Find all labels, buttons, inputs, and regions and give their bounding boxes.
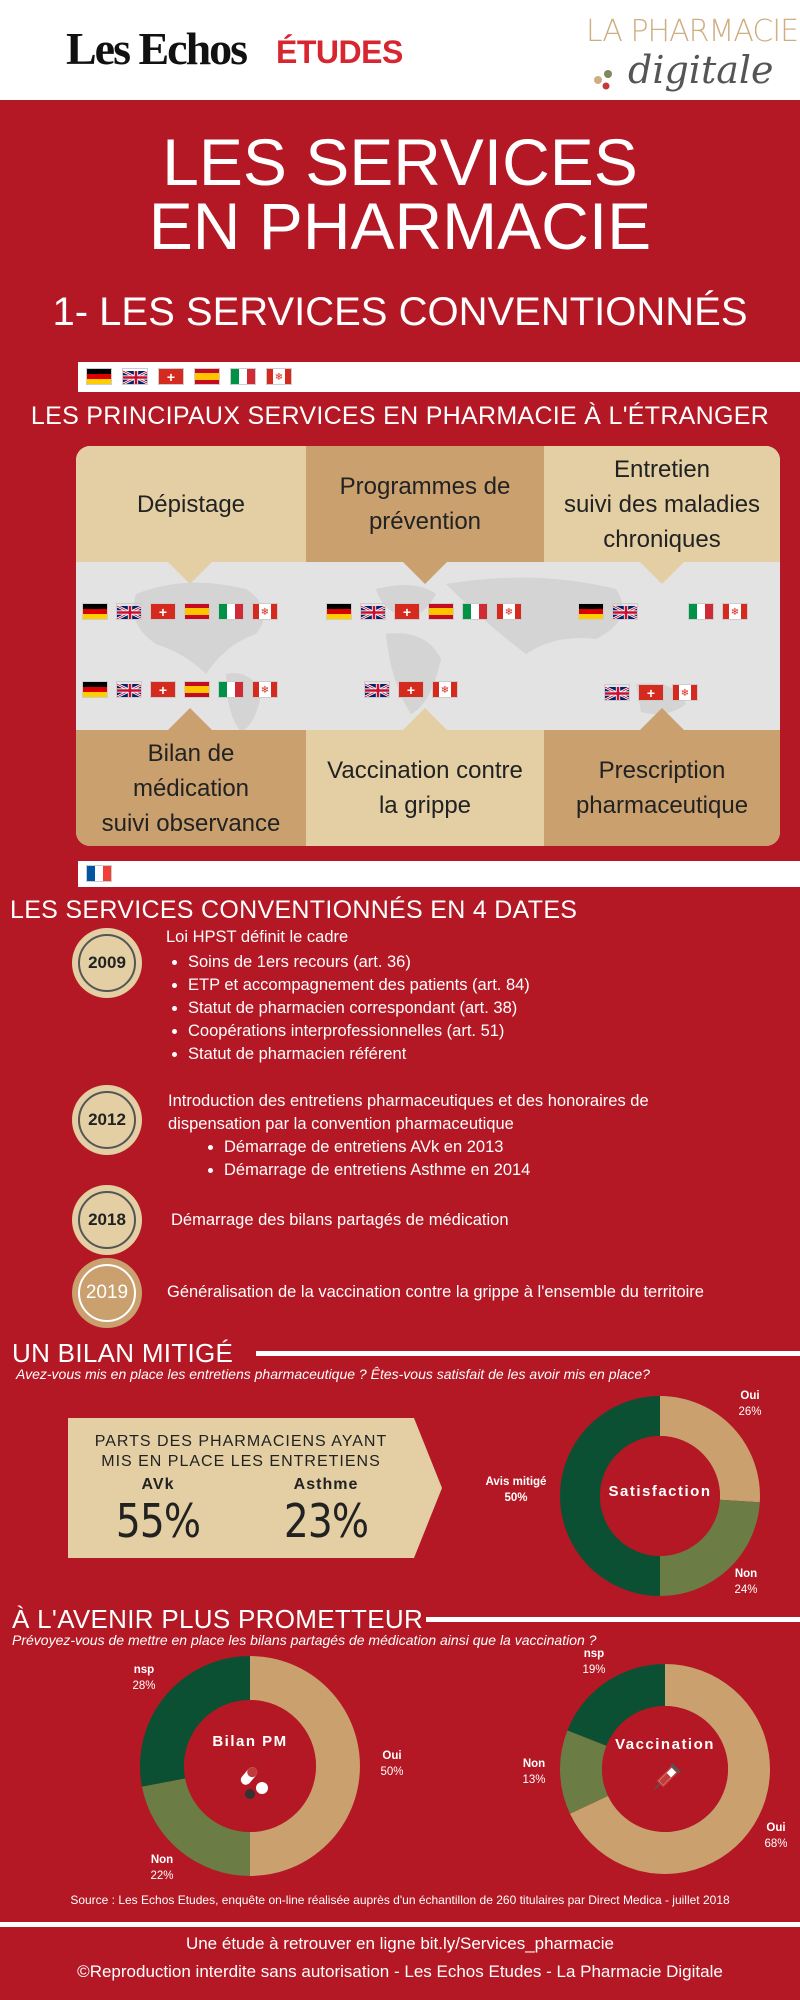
pharmacie-digitale-logo-line1: LA PHARMACIE [586,14,799,49]
prescription-label-2: pharmaceutique [575,792,749,819]
parts-title-line1: PARTS DES PHARMACIENS AYANT [94,1433,388,1450]
year-2012: 2012 [78,1091,136,1149]
parts-arrow [414,1418,442,1558]
switzerland-flag-icon: + [150,681,176,698]
abroad-services-title: LES PRINCIPAUX SERVICES EN PHARMACIE À L'ÉTRANGER [30,402,770,430]
germany-flag-icon [326,603,352,620]
flags-vaccination [364,681,458,698]
canada-flag-icon: ❄ [266,368,292,385]
prevention-label-2: prévention [368,508,482,535]
bilan-question: Avez-vous mis en place les entretiens pharmaceutique ? Êtes-vous satisfait de les avoir mis en place? [16,1366,650,1382]
canada-flag-icon: ❄ [672,684,698,701]
date-2009-intro: Loi HPST définit le cadre [166,928,349,946]
switzerland-flag-icon: + [638,684,664,701]
year-2009: 2009 [78,934,136,992]
slice-label: nsp [133,1664,155,1676]
bilan-label-oui [372,1748,412,1780]
pointer-entretien [640,562,684,584]
italy-flag-icon [218,681,244,698]
bilan-label-nsp [124,1662,164,1694]
list-item: • Soins de 1ers recours (art. 36) [188,951,530,974]
slice-value: 26% [738,1406,762,1418]
pointer-vaccination [403,708,447,730]
service-vaccination [306,730,544,846]
switzerland-flag-icon: + [158,368,184,385]
service-prescription [544,730,780,846]
slice-value: 19% [582,1664,606,1676]
canada-flag-icon: ❄ [252,681,278,698]
date-2009-text [166,926,530,1066]
uk-flag-icon [612,603,638,620]
pointer-depistage [168,562,212,584]
footer-copyright: ©Reproduction interdite sans autorisation - Les Echos Etudes - La Pharmacie Digitale [77,1962,723,1981]
slice-value: 22% [150,1870,174,1882]
italy-flag-icon [688,603,714,620]
spain-flag-icon [194,368,220,385]
uk-flag-icon [122,368,148,385]
avenir-title: À L'AVENIR PLUS PROMETTEUR [12,1604,424,1634]
main-title-line2: EN PHARMACIE [148,189,652,263]
italy-flag-icon [230,368,256,385]
slice-label: Oui [740,1390,760,1402]
pharmacie-digitale-logo-line2: digitale [628,48,774,92]
slice-label: Non [734,1568,758,1580]
spain-flag-icon [184,603,210,620]
flags-row-all [86,368,292,385]
pointer-prescription [640,708,684,730]
flags-prescription [604,684,698,701]
year-badge-2018 [72,1185,142,1255]
year-badge-2009 [72,928,142,998]
satisfaction-label-mitige [478,1474,554,1506]
date-2012-text [168,1090,728,1182]
vaccination-label-oui [756,1820,796,1852]
entretien-label-3: chroniques [603,525,721,553]
year-badge-2019 [72,1258,142,1328]
slice-label: Non [522,1758,546,1770]
main-title [0,125,800,263]
uk-flag-icon [116,681,142,698]
flags-entretien [578,603,748,620]
switzerland-flag-icon: + [394,603,420,620]
list-item: • Statut de pharmacien référent [188,1043,530,1066]
france-bar [78,861,800,887]
prevention-label-1: Programmes de [339,473,511,500]
service-bilan-medication [76,730,306,846]
parts-box [68,1418,414,1558]
date-2009-list [166,951,530,1066]
footer-divider [0,1922,800,1927]
flags-france [86,865,112,882]
list-item: • Démarrage de entretiens Asthme en 2014 [224,1159,728,1182]
slice-label: Oui [766,1822,786,1834]
date-2019-text: Généralisation de la vaccination contre la grippe à l'ensemble du territoire [167,1283,704,1301]
germany-flag-icon [82,603,108,620]
canada-flag-icon: ❄ [496,603,522,620]
donut-title: Satisfaction [608,1483,712,1500]
bilan-title: UN BILAN MITIGÉ [12,1338,234,1368]
date-2018-text: Démarrage des bilans partagés de médication [171,1211,509,1229]
france-flag-icon [86,865,112,882]
uk-flag-icon [116,603,142,620]
service-prevention [306,446,544,562]
switzerland-flag-icon: + [150,603,176,620]
header [0,0,800,100]
footer-link-line[interactable]: Une étude à retrouver en ligne bit.ly/Services_pharmacie [185,1934,615,1953]
vaccination-label-non [514,1756,554,1788]
italy-flag-icon [218,603,244,620]
spain-flag-icon [184,681,210,698]
asthme-label: Asthme [293,1476,359,1493]
bilan-label-2: médication [132,774,250,802]
pills-icon [234,1762,274,1802]
section1-title: 1- LES SERVICES CONVENTIONNÉS [52,290,748,334]
uk-flag-icon [364,681,390,698]
vaccination-label-1: Vaccination contre [327,757,523,784]
dates-title: LES SERVICES CONVENTIONNÉS EN 4 DATES [10,896,578,924]
asthme-value: 23% [283,1494,369,1548]
main-title-line1: LES SERVICES [162,125,638,199]
parts-title [68,1432,414,1472]
depistage-label: Dépistage [136,490,246,518]
vaccination-label-2: la grippe [378,792,472,819]
entretien-label-1: Entretien [613,455,711,483]
vaccination-label-nsp [574,1646,614,1678]
slice-label: Non [150,1854,174,1866]
list-item: • Coopérations interprofessionnelles (art. 51) [188,1020,530,1043]
list-item: • Démarrage de entretiens AVk en 2013 [224,1136,728,1159]
flags-prevention [326,603,522,620]
germany-flag-icon [86,368,112,385]
uk-flag-icon [604,684,630,701]
date-2012-list [168,1136,728,1182]
bilan-label-1: Bilan de [147,739,235,767]
service-entretien [544,446,780,562]
slice-label: nsp [583,1648,605,1660]
satisfaction-label-oui [720,1388,780,1420]
slice-value: 13% [522,1774,546,1786]
flags-bilan [82,681,278,698]
parts-title-line2: MIS EN PLACE LES ENTRETIENS [101,1453,381,1470]
switzerland-flag-icon: + [398,681,424,698]
pointer-prevention [403,562,447,584]
prescription-label-1: Prescription [598,757,726,784]
bilan-label-3: suivi observance [101,809,281,837]
germany-flag-icon [578,603,604,620]
slice-value: 50% [380,1766,404,1778]
avk-value: 55% [115,1494,201,1548]
slice-value: 68% [764,1838,788,1850]
date-2012-intro: Introduction des entretiens pharmaceutiques et des honoraires de dispensation par la convention pharmaceutique [168,1092,649,1133]
source-note: Source : Les Echos Etudes, enquête on-line réalisée auprès d'un échantillon de 260 titulaires par Direct Medica - juillet 2018 [70,1893,730,1907]
list-item: • Statut de pharmacien correspondant (art. 38) [188,997,530,1020]
year-2019: 2019 [78,1264,136,1322]
germany-flag-icon [82,681,108,698]
donut-title: Bilan PM [212,1733,288,1750]
list-item: • ETP et accompagnement des patients (art. 84) [188,974,530,997]
satisfaction-label-non [716,1566,776,1598]
les-echos-logo: Les Echos [66,23,247,74]
year-badge-2012 [72,1085,142,1155]
service-depistage [76,446,306,562]
slice-label: Avis mitigé [485,1476,547,1488]
pills-logo-icon [590,62,626,92]
canada-flag-icon: ❄ [252,603,278,620]
etudes-logo-text: ÉTUDES [276,34,403,70]
bilan-label-non [142,1852,182,1884]
uk-flag-icon [360,603,386,620]
donut-title: Vaccination [615,1736,715,1753]
year-2018: 2018 [78,1191,136,1249]
pointer-bilan [168,708,212,730]
bilan-divider [256,1351,800,1356]
italy-flag-icon [462,603,488,620]
avenir-question: Prévoyez-vous de mettre en place les bilans partagés de médication ainsi que la vaccination ? [12,1632,597,1648]
slice-value: 50% [504,1492,528,1504]
avenir-divider [426,1617,800,1622]
slice-value: 28% [132,1680,156,1692]
slice-label: Oui [382,1750,402,1762]
flags-depistage [82,603,278,620]
services-grid [76,446,780,846]
slice-value: 24% [734,1584,758,1596]
canada-flag-icon: ❄ [722,603,748,620]
spain-flag-icon [428,603,454,620]
syringe-icon [648,1760,684,1796]
avk-label: AVk [141,1476,175,1493]
canada-flag-icon: ❄ [432,681,458,698]
entretien-label-2: suivi des maladies [563,490,761,518]
